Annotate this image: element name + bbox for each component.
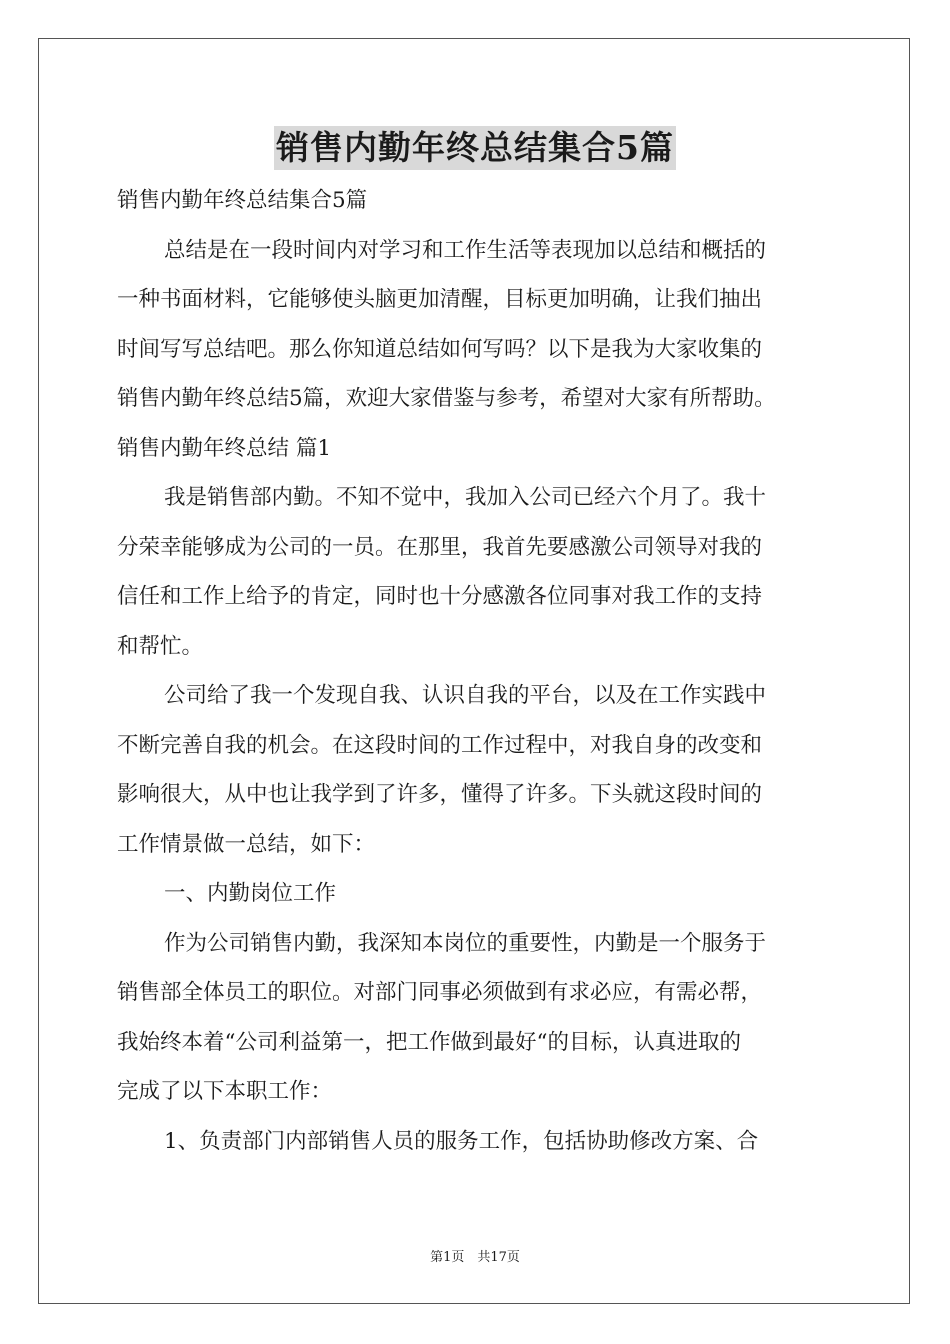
text-line: 工作情景做一总结，如下： xyxy=(117,831,376,857)
page-number: 第1页 共17页 xyxy=(430,1250,520,1265)
text-line: 一种书面材料，它能够使头脑更加清醒，目标更加明确，让我们抽出 xyxy=(117,287,763,312)
text-line: 一、内勤岗位工作 xyxy=(164,881,337,906)
text-line: 我是销售部内勤。不知不觉中，我加入公司已经六个月了。我十 xyxy=(164,485,767,510)
text-line: 销售部全体员工的职位。对部门同事必须做到有求必应，有需必帮， xyxy=(117,980,763,1005)
text-line: 信任和工作上给予的肯定，同时也十分感激各位同事对我工作的支持 xyxy=(117,584,763,609)
text-line: 1、负责部门内部销售人员的服务工作，包括协助修改方案、合 xyxy=(164,1128,759,1154)
text-line: 我始终本着“公司利益第一，把工作做到最好“的目标，认真进取的 xyxy=(117,1029,741,1055)
text-line: 完成了以下本职工作： xyxy=(117,1079,333,1104)
text-line: 销售内勤年终总结5篇，欢迎大家借鉴与参考，希望对大家有所帮助。 xyxy=(117,386,776,411)
text-line: 销售内勤年终总结集合5篇 xyxy=(117,188,368,213)
document-title xyxy=(0,126,950,170)
document-body xyxy=(117,176,837,1166)
text-line: 作为公司销售内勤，我深知本岗位的重要性，内勤是一个服务于 xyxy=(164,930,767,956)
text-line: 不断完善自我的机会。在这段时间的工作过程中，对我自身的改变和 xyxy=(117,732,763,758)
text-line: 公司给了我一个发现自我、认识自我的平台，以及在工作实践中 xyxy=(164,683,767,708)
text-line: 分荣幸能够成为公司的一员。在那里，我首先要感激公司领导对我的 xyxy=(117,534,763,560)
text-line: 影响很大，从中也让我学到了许多，懂得了许多。下头就这段时间的 xyxy=(117,782,763,807)
text-line: 和帮忙。 xyxy=(117,633,204,659)
page-footer xyxy=(0,1246,950,1265)
text-line: 时间写写总结吧。那么你知道总结如何写吗？以下是我为大家收集的 xyxy=(117,336,763,362)
document-title-text: 销售内勤年终总结集合5篇 xyxy=(274,126,676,170)
text-line: 销售内勤年终总结 篇1 xyxy=(117,435,332,461)
text-line: 总结是在一段时间内对学习和工作生活等表现加以总结和概括的 xyxy=(164,237,767,263)
